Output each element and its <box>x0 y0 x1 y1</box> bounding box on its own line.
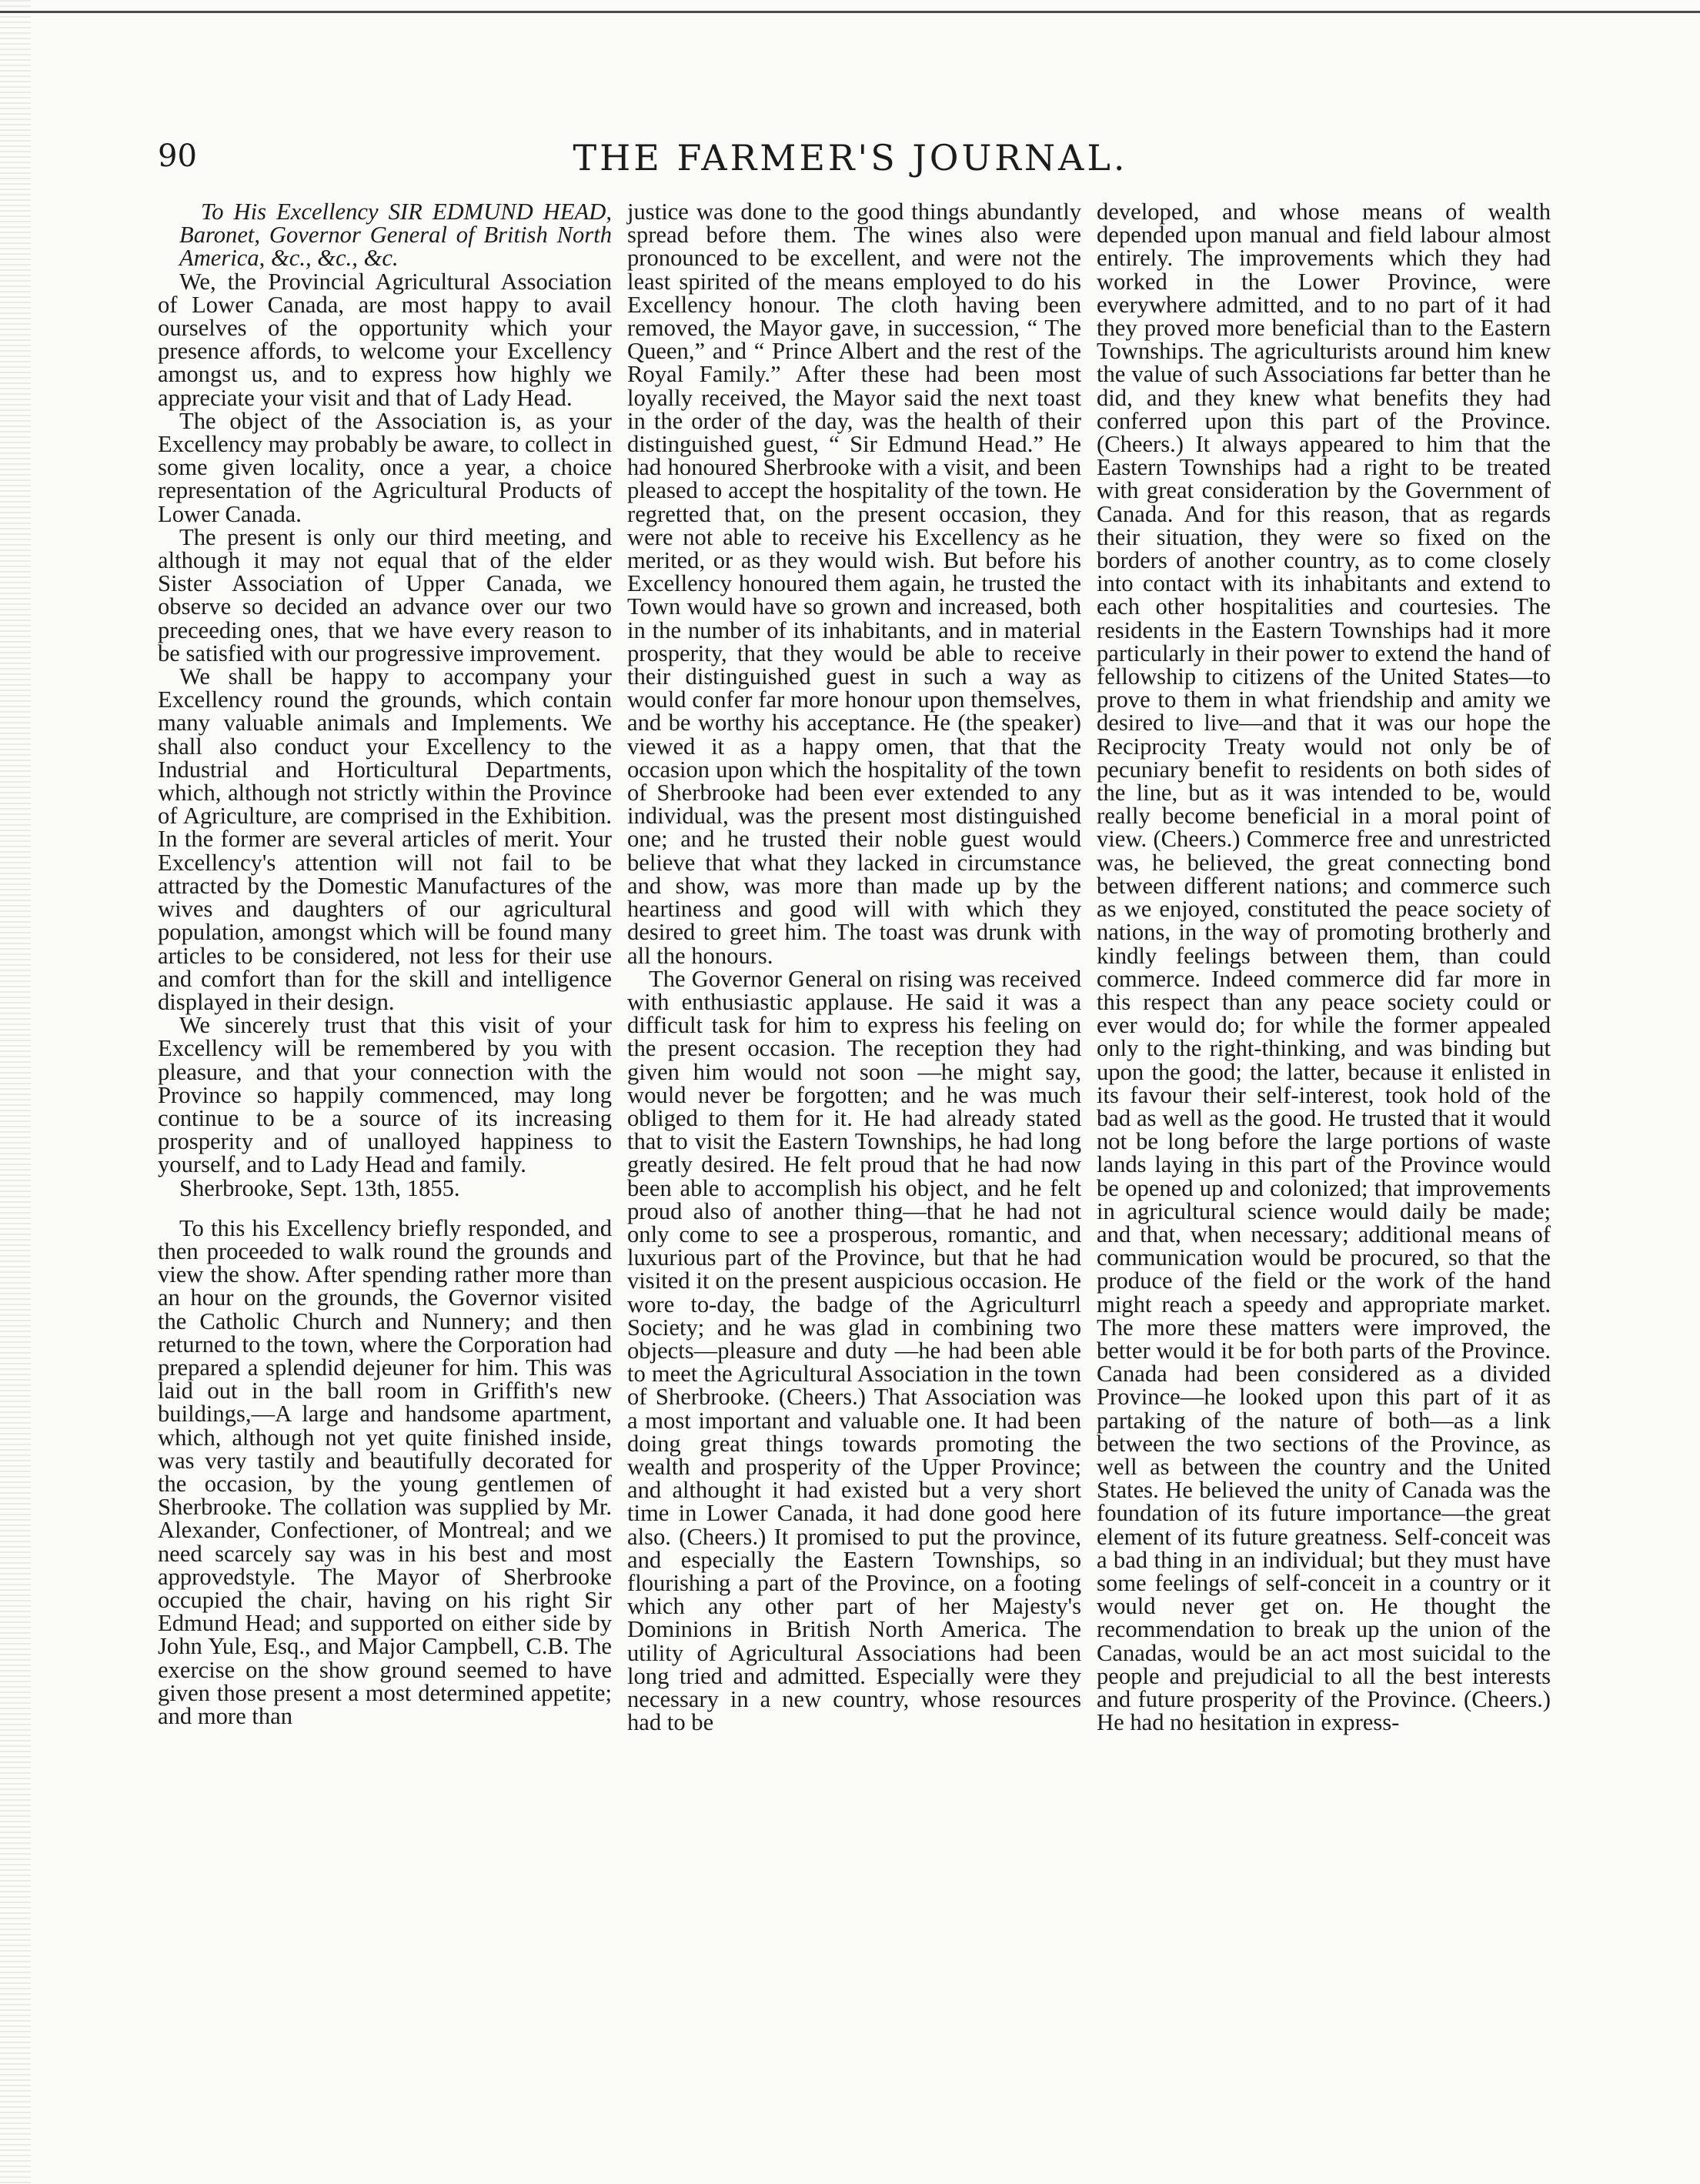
paragraph: We sincerely trust that this visit of your Excellency will be remembered by you with pleasure, and that your connection with the Province so happily commenced, may long continue to be a source of its increasing prosperity and of unalloyed happiness to yourself, and to Lady Head and family. <box>158 1012 612 1178</box>
paragraph: The object of the Association is, as your Excellency may probably be aware, to collect in some given locality, once a year, a choice representation of the Agricultural Products of Lower Canada. <box>158 407 612 527</box>
paragraph: To this his Excellency briefly responded, and then proceeded to walk round the grounds and view the show. After spending rather more than an hour on the grounds, the Governor visited the Catholic Church and Nunnery; and then returned to the town, where the Corporation had prepared a splendid dejeuner for him. This was laid out in the ball room in Griffith's new buildings,—A large and handsome apartment, which, although not yet quite finished inside, was very tastily and beautifully decorated for the occasion, by the young gentlemen of Sherbrooke. The collation was supplied by Mr. Alexander, Confectioner, of Montreal; and we need scarcely say was in his best and most approvedstyle. The Mayor of Sherbrooke occupied the chair, having on his right Sir Edmund Head; and supported on either side by John Yule, Esq., and Major Campbell, C.B. The exercise on the show ground seemed to have given those present a most determined appetite; and more than <box>158 1214 612 1729</box>
paragraph: We shall be happy to accompany your Excellency round the grounds, which contain many valuable animals and Implements. We shall also conduct your Excellency to the Industrial and Horticultural Departments, which, although not strictly within the Province of Agriculture, are comprised in the Exhibition. In the former are several articles of merit. Your Excellency's attention will not fail to be attracted by the Domestic Manufactures of the wives and daughters of our agricultural population, amongst which will be found many articles to be considered, not less for their use and comfort than for the skill and intelligence displayed in their design. <box>158 663 612 1015</box>
page-header <box>158 131 1543 185</box>
column-3 <box>1097 200 1551 1734</box>
paragraph: The Governor General on rising was received with enthusiastic applause. He said it was a difficult task for him to express his feeling on the present occasion. The reception they had given him would not soon —he might say, would never be forgotten; and he was much obliged to them for it. He had already stated that to visit the Eastern Townships, he had long greatly desired. He felt proud that he had now been able to accomplish his object, and he felt proud also of another thing—that he had not only come to see a prosperous, romantic, and luxurious part of the Province, but that he had visited it on the present auspicious occasion. He wore to-day, the badge of the Agriculturrl Society; and he was glad in combining two objects—pleasure and duty —he had been able to meet the Agricultural Association in the town of Sherbrooke. (Cheers.) That Association was a most important and valuable one. It had been doing great things towards promoting the wealth and prosperity of the Upper Province; and althought it had existed but a very short time in Lower Canada, it had done good here also. (Cheers.) It promised to put the province, and especially the Eastern Townships, so flourishing a part of the Province, on a footing which any other part of her Majesty's Dominions in British North America. The utility of Agricultural Associations had been long tried and admitted. Especially were they necessary in a new country, whose resources had to be <box>627 965 1081 1736</box>
page-number: 90 <box>158 139 197 174</box>
paragraph: justice was done to the good things abundantly spread before them. The wines also were pronounced to be excellent, and were not the least spirited of the means employed to do his Excellency honour. The cloth having been removed, the Mayor gave, in succession, “ The Queen,” and “ Prince Albert and the rest of the Royal Family.” After these had been most loyally received, the Mayor said the next toast in the order of the day, was the health of their distinguished guest, “ Sir Edmund Head.” He had honoured Sherbrooke with a visit, and been pleased to accept the hospitality of the town. He regretted that, on the present occasion, they were not able to receive his Excellency as he merited, or as they would wish. But before his Excellency honoured them again, he trusted the Town would have so grown and increased, both in the number of its inhabitants, and in material prosperity, that they would be able to receive their distinguished guest in such a way as would confer far more honour upon themselves, and be worthy his acceptance. He (the speaker) viewed it as a happy omen, that that the occasion upon which the hospitality of the town of Sherbrooke had been ever extended to any individual, was the present most distinguished one; and he trusted their noble guest would believe that what they lacked in circumstance and show, was more than made up by the heartiness and good will with which they desired to greet him. The toast was drunk with all the honours. <box>627 199 1081 969</box>
paragraph: We, the Provincial Agricultural Association of Lower Canada, are most happy to avail ourselves of the opportunity which your presence affords, to welcome your Excellency amongst us, and to express how highly we appreciate your visit and that of Lady Head. <box>158 268 612 411</box>
column-1 <box>158 200 612 1728</box>
dateline: Sherbrooke, Sept. 13th, 1855. <box>179 1174 460 1201</box>
paragraph: developed, and whose means of wealth depended upon manual and field labour almost entirely. The improvements which they had worked in the Lower Province, were everywhere admitted, and to no part of it had they proved more beneficial than to the Eastern Townships. The agriculturists around him knew the value of such Associations far better than he did, and they knew what benefits they had conferred upon this part of the Province. (Cheers.) It always appeared to him that the Eastern Townships had a right to be treated with great consideration by the Government of Canada. And for this reason, that as regards their situation, they were so fixed on the borders of another country, as to come closely into contact with its inhabitants and extend to each other hospitalities and courtesies. The residents in the Eastern Townships had it more particularly in their power to extend the hand of fellowship to citizens of the United States—to prove to them in what friendship and amity we desired to live—and that it was our hope the Reciprocity Treaty would not only be of pecuniary benefit to residents on both sides of the line, but as it was intended to be, would really become beneficial in a moral point of view. (Cheers.) Commerce free and unrestricted was, he believed, the great connecting bond between different nations; and commerce such as we enjoyed, constituted the peace society of nations, in the way of promoting brotherly and kindly feelings between them, than could commerce. Indeed commerce did far more in this respect than any peace society could or ever would do; for while the former appealed only to the right-thinking, and was binding but upon the good; the latter, because it enlisted in its favour their self-interest, took hold of the bad as well as the good. He trusted that it would not be long before the large portions of waste lands laying in this part of the Province would be opened up and colonized; that improvements in agricultural science would daily be made; and that, when necessary; additional means of communication would be procured, so that the produce of the field or the work of the hand might reach a speedy and appropriate market. The more these matters were improved, the better would it be for both parts of the Province. Canada had been considered as a divided Province—he looked upon this part of it as partaking of the nature of both—as a link between the two sections of the Province, as well as between the country and the United States. He believed the unity of Canada was the foundation of its future importance—the great element of its future greatness. Self-conceit was a bad thing in an individual; but they must have some feelings of self-conceit in a country or it would never get on. He thought the recommendation to break up the union of the Canadas, would be an act most suicidal to the people and prejudicial to all the best interests and future prosperity of the Province. (Cheers.) He had no hesitation in express- <box>1097 199 1551 1736</box>
scan-edge <box>0 0 31 2184</box>
journal-title: THE FARMER'S JOURNAL. <box>573 137 1128 179</box>
column-2 <box>627 200 1081 1734</box>
top-rule <box>0 11 1700 13</box>
paragraph: The present is only our third meeting, and although it may not equal that of the elder Sister Association of Upper Canada, we observe so decided an advance over our two preceeding ones, that we have every reason to be satisfied with our progressive improvement. <box>158 523 612 666</box>
address-heading: To His Excellency SIR EDMUND HEAD, Baronet, Governor General of British North America, &c., &c., &c. <box>179 199 612 272</box>
